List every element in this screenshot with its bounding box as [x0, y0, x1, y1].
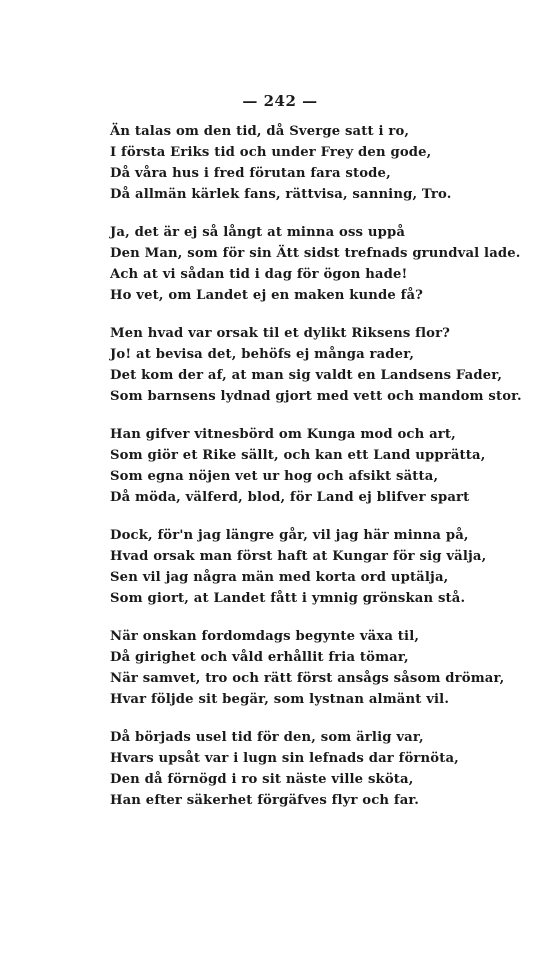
poem-line: Som giort, at Landet fått i ymnig grönskan stå.	[110, 591, 466, 606]
poem-line: När samvet, tro och rätt först ansågs såsom drömar,	[110, 671, 505, 686]
poem-line: Han efter säkerhet förgäfves flyr och far.	[110, 793, 420, 808]
poem-line: Då våra hus i fred förutan fara stode,	[110, 166, 391, 181]
poem-line: Sen vil jag några män med korta ord uptälja,	[110, 570, 449, 585]
poem-line: Han gifver vitnesbörd om Kunga mod och art,	[110, 427, 456, 442]
stanza-5	[110, 525, 550, 609]
poem-line: Men hvad var orsak til et dylikt Riksens flor?	[110, 326, 451, 341]
poem-line: Som egna nöjen vet ur hog och afsikt sätta,	[110, 469, 439, 484]
stanza-4	[110, 424, 550, 508]
poem-line: Det kom der af, at man sig valdt en Landsens Fader,	[110, 368, 503, 383]
stanza-1	[110, 121, 550, 205]
poem-line: Den Man, som för sin Ätt sidst trefnads grundval lade.	[110, 246, 521, 261]
poem-line: Då möda, välferd, blod, för Land ej blifver spart	[110, 490, 470, 505]
page-number: — 242 —	[242, 92, 318, 110]
poem-body	[110, 121, 550, 828]
poem-line: Då allmän kärlek fans, rättvisa, sanning, Tro.	[110, 187, 452, 202]
poem-line: I första Eriks tid och under Frey den gode,	[110, 145, 432, 160]
poem-line: Som giör et Rike sällt, och kan ett Land upprätta,	[110, 448, 486, 463]
poem-line: Ho vet, om Landet ej en maken kunde få?	[110, 288, 424, 303]
poem-line: Än talas om den tid, då Sverge satt i ro,	[110, 124, 410, 139]
poem-line: Ja, det är ej så långt at minna oss uppå	[110, 225, 406, 240]
poem-line: Hvar följde sit begär, som lystnan almänt vil.	[110, 692, 450, 707]
poem-line: Ach at vi sådan tid i dag för ögon hade!	[110, 267, 408, 282]
stanza-7	[110, 727, 550, 811]
stanza-3	[110, 323, 550, 407]
poem-line: Hvars upsåt var i lugn sin lefnads dar förnöta,	[110, 751, 459, 766]
poem-line: Jo! at bevisa det, behöfs ej många rader,	[110, 347, 415, 362]
poem-line: Då girighet och våld erhållit fria tömar,	[110, 650, 409, 665]
poem-line: Dock, för'n jag längre går, vil jag här minna på,	[110, 528, 469, 543]
poem-line: Då börjads usel tid för den, som ärlig var,	[110, 730, 424, 745]
poem-line: När onskan fordomdags begynte växa til,	[110, 629, 420, 644]
poem-line: Hvad orsak man först haft at Kungar för sig välja,	[110, 549, 487, 564]
stanza-2	[110, 222, 550, 306]
stanza-6	[110, 626, 550, 710]
poem-line: Den då förnögd i ro sit näste ville sköta,	[110, 772, 414, 787]
poem-line: Som barnsens lydnad gjort med vett och mandom stor.	[110, 389, 522, 404]
